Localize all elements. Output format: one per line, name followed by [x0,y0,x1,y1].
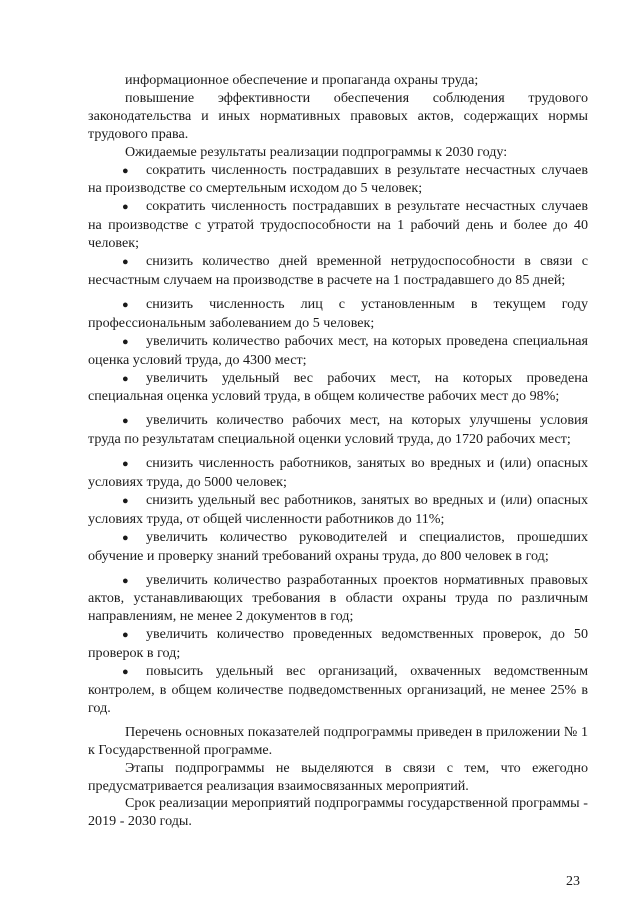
bullet-icon: ● [122,256,129,269]
bullet-item [88,492,588,529]
bullet-item [88,412,588,449]
paragraph: Ожидаемые результаты реализации подпрограммы к 2030 году: [125,143,508,160]
paragraph: Этапы подпрограммы не выделяются в связи с тем, что ежегодно предусматривается реализация взаимосвязанных мероприятий. [88,759,588,794]
bullet-text: снизить численность работников, занятых во вредных и (или) опасных условиях труда, до 5000 человек; [88,455,588,491]
bullet-icon: ● [122,574,129,587]
bullet-item [88,198,588,253]
bullet-icon: ● [122,666,129,679]
bullet-item [88,663,588,718]
bullet-text: увеличить количество рабочих мест, на которых улучшены условия труда по результатам специальной оценки условий труда, до 1720 рабочих мест; [88,412,588,448]
bullet-icon: ● [122,531,129,544]
paragraph: информационное обеспечение и пропаганда охраны труда; [125,72,479,88]
bullet-icon: ● [122,335,129,348]
bullet-icon: ● [122,458,129,471]
bullet-icon: ● [122,372,129,385]
bullet-icon: ● [122,415,129,428]
bullet-item [88,333,588,370]
bullet-text: увеличить количество проведенных ведомственных проверок, до 50 проверок в год; [88,626,588,662]
bullet-text: снизить количество дней временной нетрудоспособности в связи с несчастным случаем на производстве в расчете на 1 пострадавшего до 85 дней; [88,253,588,288]
bullet-item [88,162,588,199]
bullet-text: увеличить количество рабочих мест, на которых проведена специальная оценка условий труда, до 4300 мест; [88,332,588,368]
bullet-item [88,572,588,627]
bullet-icon: ● [122,629,129,642]
bullet-item [88,626,588,663]
bullet-item [88,296,588,333]
bullet-text: увеличить удельный вес рабочих мест, на которых проведена специальная оценка условий труда, в общем количестве рабочих мест до 98%; [88,369,588,405]
bullet-icon: ● [122,164,129,177]
bullet-text: сократить численность пострадавших в результате несчастных случаев на производстве со смертельным исходом до 5 человек; [88,161,588,197]
paragraph: повышение эффективности обеспечения соблюдения трудового законодательства и иных нормативных правовых актов, содержащих нормы трудового права. [88,89,588,142]
page-number: 23 [566,874,580,889]
bullet-text: снизить численность лиц с установленным в текущем году профессиональным заболеванием до 5 человек; [88,295,588,331]
bullet-item [88,455,588,492]
bullet-icon: ● [122,201,129,214]
bullet-icon: ● [122,494,129,507]
bullet-icon: ● [122,298,129,311]
bullet-text: увеличить количество разработанных проектов нормативных правовых актов, устанавливающих требования в области охраны труда по различным направлениям, не менее 2 документов в год; [88,571,588,625]
paragraph: Срок реализации мероприятий подпрограммы государственной программы - 2019 - 2030 годы. [88,795,588,830]
document-body [88,72,588,831]
bullet-text: повысить удельный вес организаций, охваченных ведомственным контролем, в общем количестве подведомственных организаций, не менее 25% в год. [88,663,588,716]
bullet-text: снизить удельный вес работников, занятых во вредных и (или) опасных условиях труда, от общей численности работников до 11%; [88,491,588,527]
bullet-text: сократить численность пострадавших в результате несчастных случаев на производстве с утратой трудоспособности на 1 рабочий день и более до 40 человек; [88,198,588,252]
bullet-item [88,370,588,407]
paragraph: Перечень основных показателей подпрограммы приведен в приложении № 1 к Государственной программе. [88,723,588,758]
bullet-item [88,253,588,290]
bullet-text: увеличить количество руководителей и специалистов, прошедших обучение и проверку знаний требований охраны труда, до 800 человек в год; [88,528,588,564]
bullet-item [88,529,588,566]
